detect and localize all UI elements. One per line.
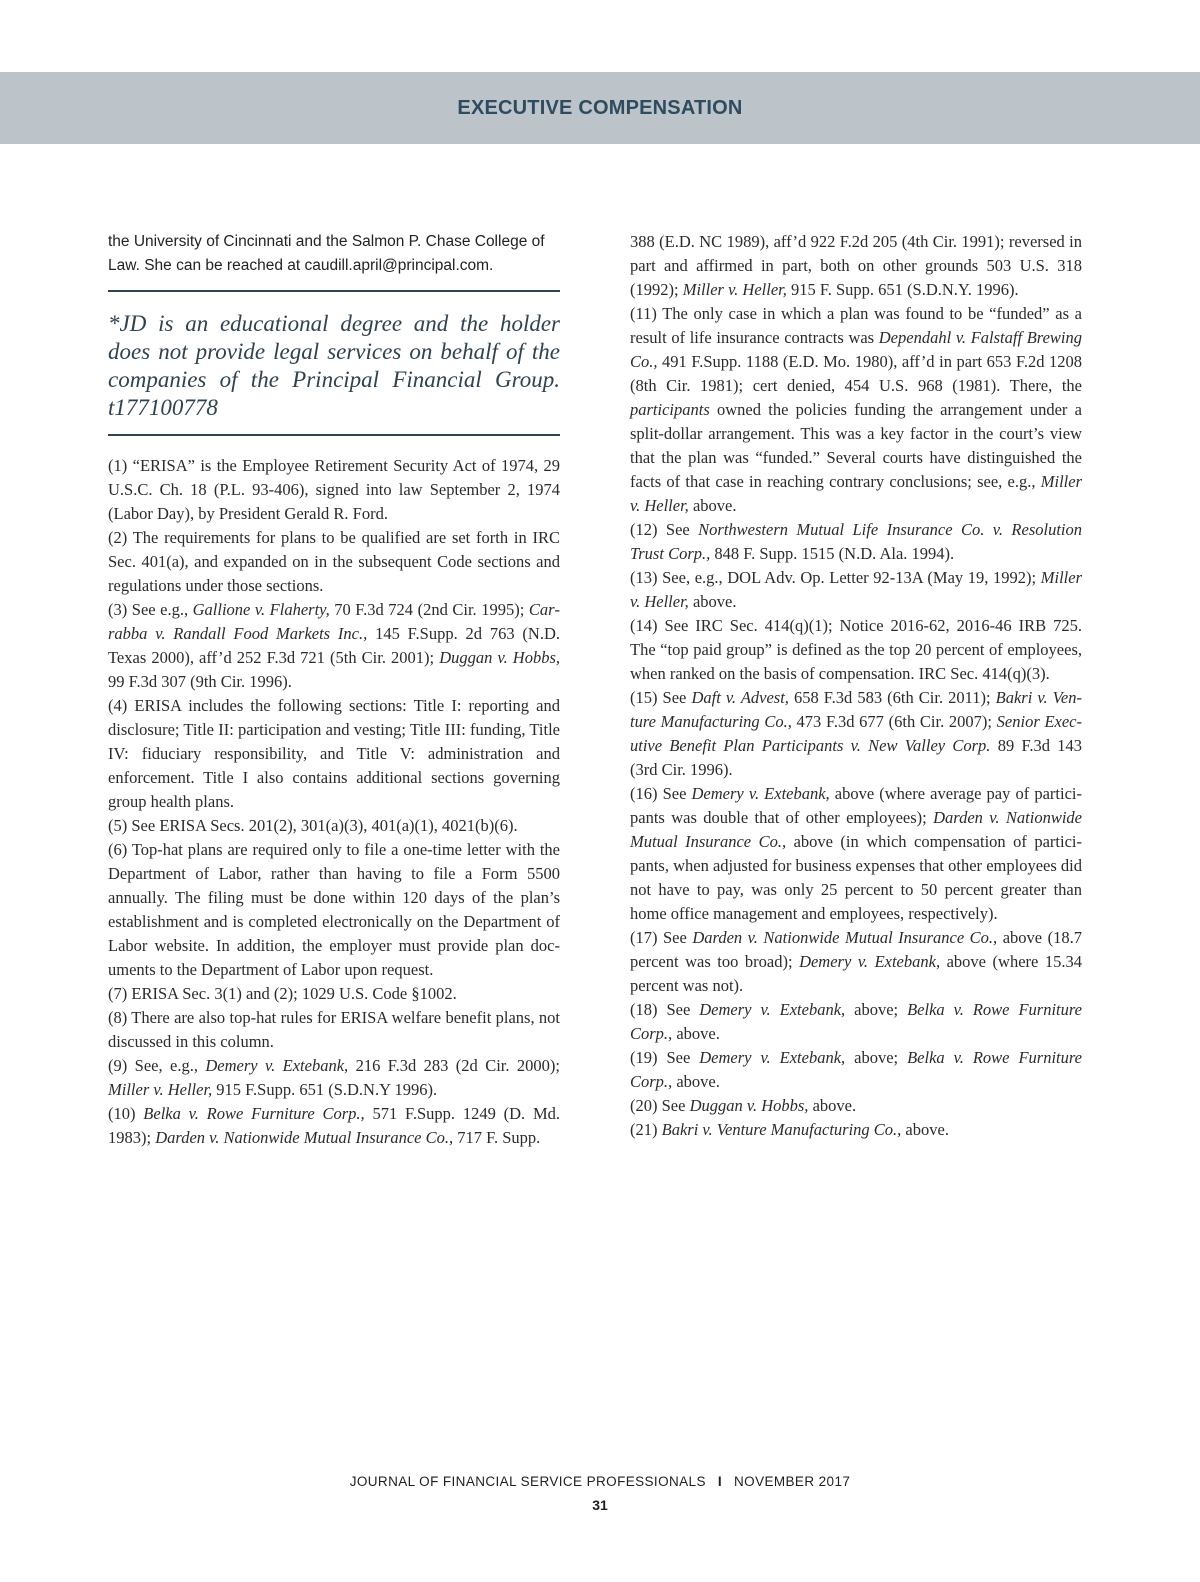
- section-title: EXECUTIVE COMPENSATION: [457, 96, 743, 119]
- endnote: (12) See Northwestern Mutual Life Insurance Co. v. Resolution Trust Corp., 848 F. Supp. 1515 (N.D. Ala. 1994).: [630, 520, 1082, 563]
- footer-line: [0, 1474, 1200, 1489]
- left-column: [108, 230, 560, 1150]
- divider-top: [108, 290, 560, 292]
- endnote: (8) There are also top-hat rules for ERISA welfare benefit plans, not discussed in this column.: [108, 1008, 560, 1051]
- endnote: (18) See Demery v. Extebank, above; Belka v. Rowe Furniture Corp., above.: [630, 1000, 1082, 1043]
- endnote: (3) See e.g., Gallione v. Flaherty, 70 F.3d 724 (2nd Cir. 1995); Carrabba v. Randall Food Markets Inc., 145 F.Supp. 2d 763 (N.D. Texas 2000), aff’d 252 F.3d 721 (5th Cir. 2001); Duggan v. Hobbs, 99 F.3d 307 (9th Cir. 1996).: [108, 600, 560, 691]
- endnote: (9) See, e.g., Demery v. Extebank, 216 F.3d 283 (2d Cir. 2000); Miller v. Heller, 915 F.Supp. 651 (S.D.N.Y 1996).: [108, 1056, 560, 1099]
- endnote: (11) The only case in which a plan was found to be “funded” as a result of life insurance contracts was Dependahl v. Falstaff Brewing Co., 491 F.Supp. 1188 (E.D. Mo. 1980), aff’d in part 653 F.2d 1208 (8th Cir. 1981); cert denied, 454 U.S. 968 (1981). There, the participants owned the policies funding the arrangement under a split-dollar arrangement. This was a key factor in the court’s view that the plan was “funded.” Several courts have distinguished the facts of that case in reaching contrary conclusions; see, e.g., Miller v. Heller, above.: [630, 304, 1082, 515]
- endnote: (16) See Demery v. Extebank, above (where average pay of participants was double that of other employees); Darden v. Nationwide Mutual Insurance Co., above (in which compensation of participants, when adjusted for business expenses that other employees did not have to pay, was only 25 percent to 50 percent greater than home office management and employees, respectively).: [630, 784, 1083, 923]
- issue-date: NOVEMBER 2017: [734, 1474, 851, 1489]
- endnote: (21) Bakri v. Venture Manufacturing Co., above.: [630, 1120, 949, 1139]
- divider-bottom: [108, 434, 560, 436]
- endnote: (14) See IRC Sec. 414(q)(1); Notice 2016-62, 2016-46 IRB 725. The “top paid group” is defined as the top 20 percent of employees, when ranked on the basis of compensation. IRC Sec. 414(q)(3).: [630, 616, 1082, 683]
- section-header: [0, 72, 1200, 144]
- endnote: (7) ERISA Sec. 3(1) and (2); 1029 U.S. Code §1002.: [108, 984, 457, 1003]
- journal-name: JOURNAL OF FINANCIAL SERVICE PROFESSIONALS: [349, 1474, 706, 1489]
- endnote: (2) The requirements for plans to be qualified are set forth in IRC Sec. 401(a), and expanded on in the subsequent Code sections and regulations under those sections.: [108, 528, 560, 595]
- footer-separator: I: [717, 1474, 723, 1489]
- page-number: 31: [592, 1497, 608, 1513]
- endnote: (20) See Duggan v. Hobbs, above.: [630, 1096, 857, 1115]
- endnote: (10) Belka v. Rowe Furniture Corp., 571 F.Supp. 1249 (D. Md. 1983); Darden v. Nationwide Mutual Insurance Co., 717 F. Supp.: [108, 1104, 560, 1147]
- endnote: (1) “ERISA” is the Employee Retirement Security Act of 1974, 29 U.S.C. Ch. 18 (P.L. 93-406), signed into law September 2, 1974 (Labor Day), by President Gerald R. Ford.: [108, 456, 560, 523]
- endnote: (13) See, e.g., DOL Adv. Op. Letter 92-13A (May 19, 1992); Miller v. Heller, above.: [630, 568, 1082, 611]
- author-bio: the University of Cincinnati and the Salmon P. Chase College of Law. She can be reached at caudill.april@principal.com.: [108, 233, 545, 274]
- endnote: (15) See Daft v. Advest, 658 F.3d 583 (6th Cir. 2011); Bakri v. Venture Manufacturing Co., 473 F.3d 677 (6th Cir. 2007); Senior Executive Benefit Plan Participants v. New Valley Corp. 89 F.3d 143 (3rd Cir. 1996).: [630, 688, 1082, 779]
- endnote: 388 (E.D. NC 1989), aff’d 922 F.2d 205 (4th Cir. 1991); reversed in part and affirmed in part, both on other grounds 503 U.S. 318 (1992); Miller v. Heller, 915 F. Supp. 651 (S.D.N.Y. 1996).: [630, 232, 1082, 299]
- endnote: (4) ERISA includes the following sections: Title I: reporting and disclosure; Title II: participation and vesting; Title III: funding, Title IV: fiduciary responsibility, and Title V: administration and enforcement. Title I also contains additional sections governing group health plans.: [108, 696, 560, 811]
- right-column: [630, 230, 1082, 1142]
- endnotes-left: [108, 454, 560, 1150]
- endnotes-right: [630, 230, 1082, 1142]
- endnote: (19) See Demery v. Extebank, above; Belka v. Rowe Furniture Corp., above.: [630, 1048, 1082, 1091]
- endnote: (6) Top-hat plans are required only to file a one-time letter with the Department of Labor, rather than having to file a Form 5500 annually. The filing must be done within 120 days of the plan’s establishment and is completed electronically on the Department of Labor website. In addition, the employer must provide plan documents to the Department of Labor upon request.: [108, 840, 560, 979]
- endnote: (5) See ERISA Secs. 201(2), 301(a)(3), 401(a)(1), 4021(b)(6).: [108, 816, 518, 835]
- endnote: (17) See Darden v. Nationwide Mutual Insurance Co., above (18.7 percent was too broad); Demery v. Extebank, above (where 15.34 percent was not).: [630, 928, 1082, 995]
- disclaimer: *JD is an educational degree and the holder does not provide legal services on behalf of the companies of the Principal Financial Group. t177100778: [108, 311, 560, 420]
- page-footer: [0, 1474, 1200, 1513]
